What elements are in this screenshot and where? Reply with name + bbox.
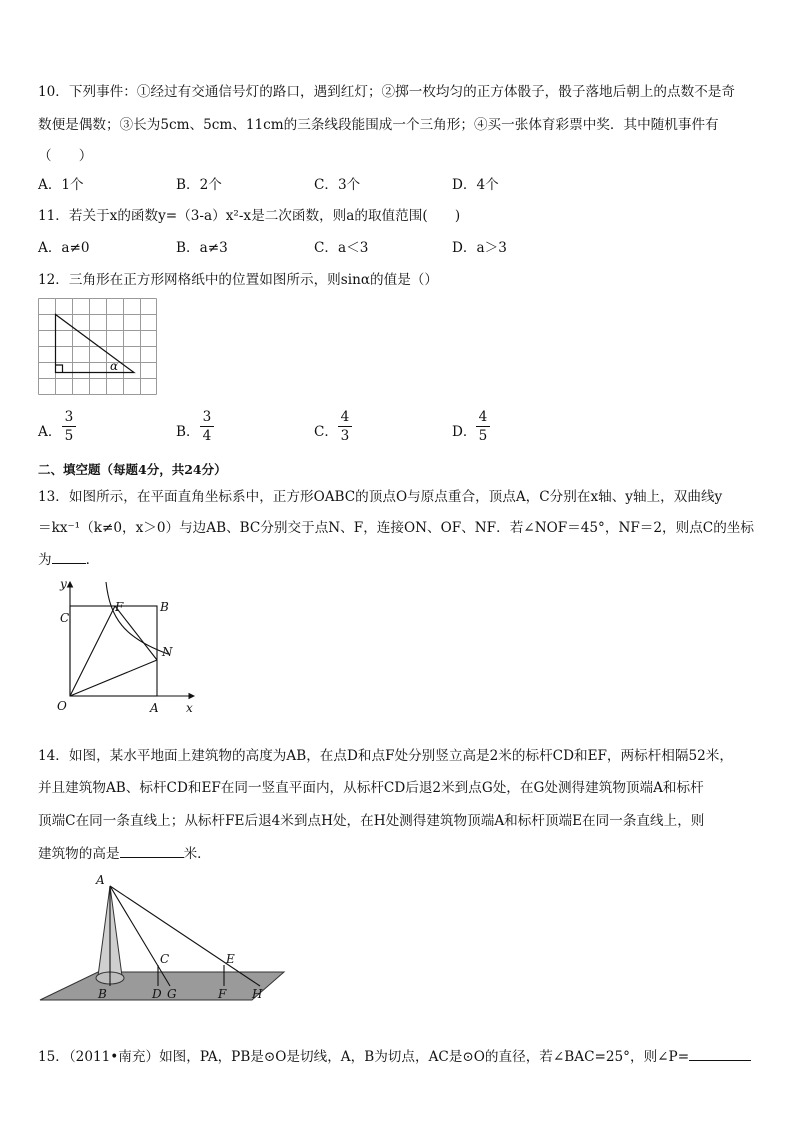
q12-option-c-numerator: 4 (340, 409, 350, 425)
q12-option-b-letter: B． (176, 424, 200, 440)
q11-option-c: C．a＜3 (314, 240, 369, 256)
q12-option-c-denominator: 3 (340, 428, 350, 444)
q13-line-1: 13．如图所示，在平面直角坐标系中，正方形OABC的顶点O与原点重合，顶点A，C分别在x轴、y轴上，双曲线y (38, 489, 723, 505)
q15-line-1-text: 15．（2011•南充）如图，PA，PB是⊙O是切线，A，B为切点，AC是⊙O的直径，若∠BAC=25°，则∠P= (38, 1049, 690, 1065)
q12-line-1: 12．三角形在正方形网格纸中的位置如图所示，则sinα的值是（） (38, 272, 438, 288)
q12-option-c-fraction (338, 409, 352, 444)
q13-line-3-text: 为 (38, 552, 52, 568)
q15-line-1 (38, 1047, 751, 1067)
q14-line-4-end: 米． (183, 846, 211, 862)
q10-line-1: 10．下列事件：①经过有交通信号灯的路口，遇到红灯；②掷一枚均匀的正方体骰子，骰子落地后朝上的点数不是奇 (38, 84, 735, 100)
q12-option-a-denominator: 5 (64, 428, 74, 444)
q14-answer-blank[interactable] (120, 845, 184, 858)
q10-line-2: 数便是偶数；③长为5cm、5cm、11cm的三条线段能围成一个三角形；④买一张体育彩票中奖．其中随机事件有 (38, 117, 719, 133)
q10-option-d: D．4个 (452, 177, 499, 193)
q13-line-3 (38, 550, 99, 570)
q12-option-d-numerator: 4 (478, 409, 488, 425)
q14-line-4-text: 建筑物的高是 (38, 846, 120, 862)
q12-option-a-letter: A． (38, 424, 62, 440)
q13-label-n: N (162, 645, 173, 659)
q12-alpha-label: α (110, 359, 119, 373)
q14-label-a: A (96, 873, 105, 887)
q13-label-a: A (150, 701, 159, 715)
q12-option-b-denominator: 4 (202, 428, 212, 444)
q14-label-d: D (152, 987, 162, 1001)
q14-label-f: F (218, 987, 227, 1001)
q12-option-a-numerator: 3 (64, 409, 74, 425)
q15-answer-blank[interactable] (689, 1048, 751, 1061)
q12-option-c-letter: C． (314, 424, 338, 440)
q13-label-o: O (57, 699, 67, 713)
q14-label-c: C (160, 952, 170, 966)
q12-option-d-fraction (476, 409, 490, 444)
q13-label-f: F (115, 600, 124, 614)
section-heading-fill-blank: 二、填空题（每题4分，共24分） (38, 462, 227, 477)
q12-grid-figure (38, 298, 158, 396)
q11-option-d: D．a＞3 (452, 240, 507, 256)
q13-coordinate-figure (48, 578, 208, 718)
q14-label-h: H (252, 987, 263, 1001)
q10-line-3: （ ） (38, 148, 93, 164)
q12-option-d-letter: D． (452, 424, 477, 440)
q14-building-figure (38, 872, 286, 1004)
q13-answer-blank[interactable] (52, 551, 86, 564)
q12-option-b-numerator: 3 (202, 409, 212, 425)
q13-label-b: B (160, 600, 169, 614)
q14-label-b: B (98, 987, 107, 1001)
q14-line-4 (38, 844, 211, 864)
q11-option-a: A．a≠0 (38, 240, 90, 256)
q13-line-2: ＝kx⁻¹（k≠0，x＞0）与边AB、BC分别交于点N、F，连接ON、OF、NF．若∠NOF＝45°，NF＝2，则点C的坐标 (38, 520, 754, 536)
q14-line-1: 14．如图，某水平地面上建筑物的高度为AB，在点D和点F处分别竖立高是2米的标杆CD和EF，两标杆相隔52米， (38, 748, 733, 764)
q11-option-b: B．a≠3 (176, 240, 228, 256)
q10-option-b: B．2个 (176, 177, 222, 193)
q10-option-a: A．1个 (38, 177, 84, 193)
q13-line-3-end: ． (85, 552, 100, 568)
q10-option-c: C．3个 (314, 177, 361, 193)
q12-option-b-fraction (200, 409, 214, 444)
q12-option-d-denominator: 5 (478, 428, 488, 444)
q14-label-e: E (226, 952, 235, 966)
q14-label-g: G (167, 987, 177, 1001)
q13-label-y: y (60, 578, 67, 591)
q11-line-1: 11．若关于x的函数y=（3-a）x²-x是二次函数，则a的取值范围( ) (38, 208, 461, 224)
q12-option-a-fraction (62, 409, 76, 444)
q14-line-2: 并且建筑物AB、标杆CD和EF在同一竖直平面内，从标杆CD后退2米到点G处，在G处测得建筑物顶端A和标杆 (38, 780, 704, 796)
q13-label-x: x (186, 701, 193, 715)
q14-line-3: 顶端C在同一条直线上；从标杆FE后退4米到点H处，在H处测得建筑物顶端A和标杆顶端E在同一条直线上，则 (38, 813, 705, 829)
q13-label-c: C (60, 611, 70, 625)
